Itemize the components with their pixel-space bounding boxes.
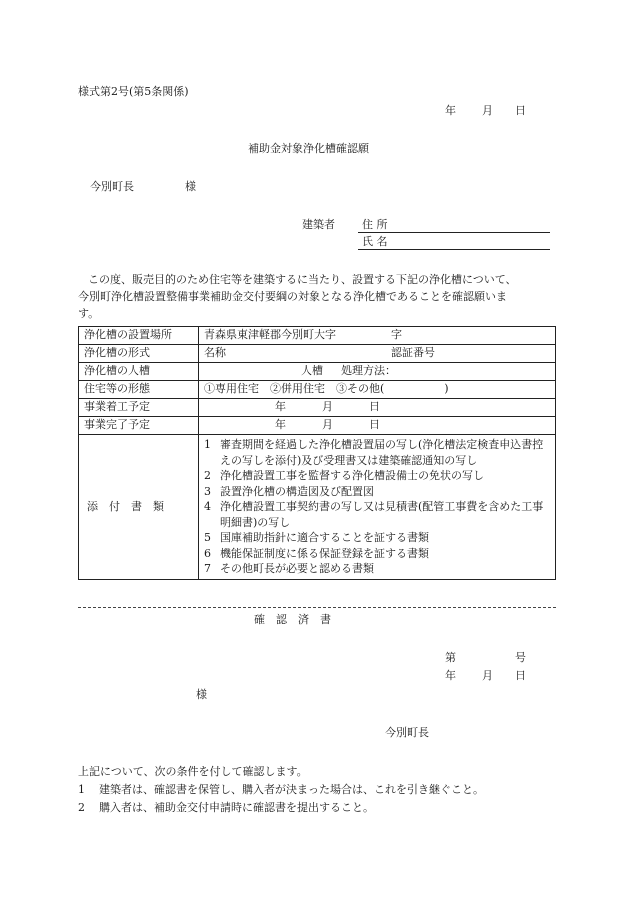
start-day: 日 — [369, 400, 380, 414]
addressee-name: 今別町長 — [90, 180, 134, 193]
capacity-unit: 人槽 — [301, 364, 323, 378]
attachment-text: 審査期間を経過した浄化槽設置届の写し(浄化槽法定検査申込書控えの写しを添付)及び受理書又は建築確認通知の写し — [220, 438, 544, 467]
attachment-number: 7 — [204, 562, 211, 575]
attachment-item — [204, 546, 553, 562]
application-table — [78, 326, 556, 580]
model-name-label: 名称 — [204, 346, 226, 360]
row-housing — [79, 381, 556, 399]
body-line-2: 今別町浄化槽設置整備事業補助金交付要綱の対象となる浄化槽であることを確認願いま — [78, 290, 507, 303]
capacity-label: 浄化槽の人槽 — [79, 363, 199, 381]
condition-text: 建築者は、確認書を保管し、購入者が決まった場合は、これを引き継ぐこと。 — [99, 783, 484, 796]
end-value — [199, 417, 556, 435]
row-attachments — [79, 435, 556, 580]
condition-text: 購入者は、補助金交付申請時に確認書を提出すること。 — [99, 801, 374, 814]
attachment-item — [204, 437, 553, 468]
row-end — [79, 417, 556, 435]
attachment-text: その他町長が必要と認める書類 — [220, 562, 374, 575]
attachment-item — [204, 530, 553, 546]
confirmation-day: 日 — [515, 669, 526, 682]
start-month: 月 — [322, 400, 333, 414]
attachment-text: 機能保証制度に係る保証登録を証する書類 — [220, 546, 429, 560]
attachment-number: 5 — [204, 531, 211, 544]
housing-label: 住宅等の形態 — [79, 381, 199, 399]
housing-value — [199, 381, 556, 399]
attachment-number: 4 — [204, 500, 211, 513]
row-start — [79, 399, 556, 417]
confirmation-intro: 上記について、次の条件を付して確認します。 — [78, 765, 308, 778]
condition-2 — [78, 801, 374, 815]
confirmation-issuer: 今別町長 — [385, 726, 429, 739]
model-label: 浄化槽の形式 — [79, 345, 199, 363]
condition-number: 1 — [78, 783, 85, 796]
capacity-method: 処理方法： — [341, 364, 396, 378]
row-capacity — [79, 363, 556, 381]
body-line-1: この度、販売目的のため住宅等を建築するに当たり、設置する下記の浄化槽について、 — [88, 273, 517, 286]
end-month: 月 — [322, 418, 333, 432]
document-title: 補助金対象浄化槽確認願 — [248, 142, 369, 155]
confirmation-number-suffix: 号 — [515, 651, 526, 664]
attachment-number: 3 — [204, 484, 211, 498]
form-number: 様式第2号(第5条関係) — [78, 85, 189, 98]
date-day: 日 — [515, 104, 526, 117]
confirmation-month: 月 — [482, 669, 493, 682]
model-cert-label: 認証番号 — [391, 346, 435, 360]
location-prefix: 青森県東津軽郡今別町大字 — [204, 328, 336, 342]
body-line-3: す。 — [78, 307, 100, 320]
attachment-item — [204, 499, 553, 530]
date-month: 月 — [482, 104, 493, 117]
housing-close: ) — [444, 382, 449, 396]
attachment-item — [204, 561, 553, 577]
builder-address-label: 住 所 — [362, 218, 388, 231]
date-year: 年 — [445, 104, 456, 117]
attachments-list — [199, 435, 556, 580]
builder-name-label: 氏 名 — [362, 235, 388, 248]
location-suffix: 字 — [391, 328, 402, 342]
location-value — [199, 327, 556, 345]
start-year: 年 — [275, 400, 286, 414]
end-year: 年 — [275, 418, 286, 432]
model-value — [199, 345, 556, 363]
attachment-number: 1 — [204, 438, 211, 451]
row-model — [79, 345, 556, 363]
attachment-item — [204, 484, 553, 500]
attachment-item — [204, 468, 553, 484]
attachment-number: 2 — [204, 469, 211, 482]
attachments-label: 添 付 書 類 — [79, 435, 199, 580]
builder-label: 建築者 — [302, 218, 335, 231]
attachment-text: 設置浄化槽の構造図及び配置図 — [220, 484, 374, 498]
end-day: 日 — [369, 418, 380, 432]
confirmation-year: 年 — [445, 669, 456, 682]
address-underline — [358, 232, 550, 233]
addressee-honorific: 様 — [185, 180, 196, 193]
attachment-number: 6 — [204, 546, 211, 560]
attachment-text: 国庫補助指針に適合することを証する書類 — [220, 531, 429, 544]
confirmation-title: 確 認 済 書 — [254, 613, 331, 626]
name-underline — [358, 249, 550, 250]
confirmation-honorific: 様 — [196, 688, 207, 701]
cut-line — [78, 607, 556, 608]
row-location — [79, 327, 556, 345]
location-label: 浄化槽の設置場所 — [79, 327, 199, 345]
condition-1 — [78, 783, 484, 797]
condition-number: 2 — [78, 801, 85, 814]
confirmation-number-prefix: 第 — [445, 651, 456, 664]
end-label: 事業完了予定 — [79, 417, 199, 435]
start-value — [199, 399, 556, 417]
capacity-value — [199, 363, 556, 381]
attachment-text: 浄化槽設置工事を監督する浄化槽設備士の免状の写し — [220, 469, 484, 482]
start-label: 事業着工予定 — [79, 399, 199, 417]
attachment-text: 浄化槽設置工事契約書の写し又は見積書(配管工事費を含めた工事明細書)の写し — [220, 500, 544, 529]
housing-options: ①専用住宅 ②併用住宅 ③その他( — [204, 382, 385, 396]
